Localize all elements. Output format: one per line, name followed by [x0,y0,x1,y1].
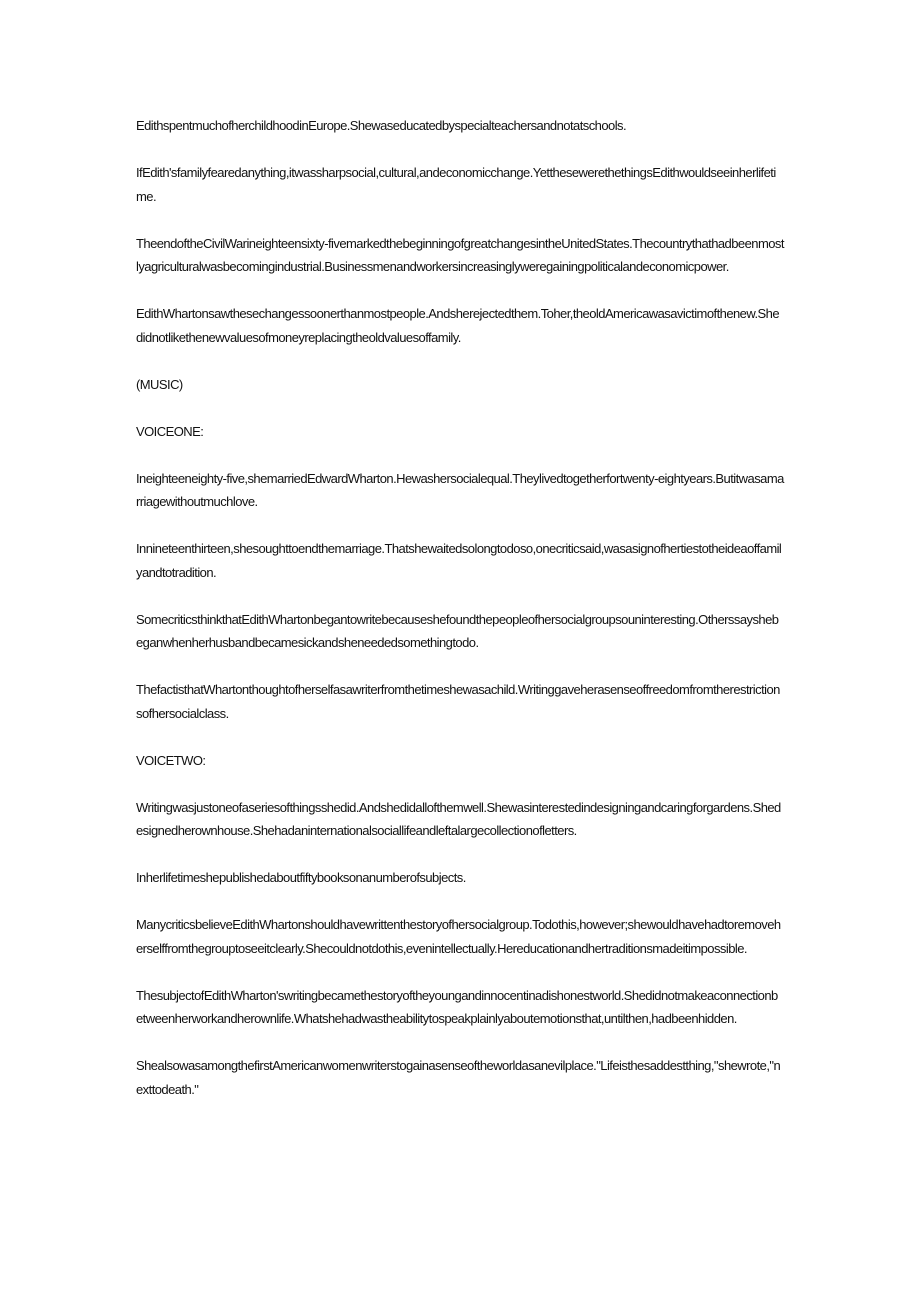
paragraph-evil-place: ShealsowasamongthefirstAmericanwomenwriterstogainasenseoftheworldasanevilplace."Lifeisthesaddestthing,"shewrote,"nexttodeath." [136,1058,781,1097]
paragraph-subject-of-writing: ThesubjectofEdithWharton'swritingbecamethestoryoftheyoungandinnocentinadishonestworld.Shedidnotmakeaconnectionbetweenherworkandherownlife.Whatshehadwastheabilitytospeakplainlyaboutemotionsthat,untilthen,hadbeenhidden. [136,987,778,1026]
paragraph-rejected-changes: EdithWhartonsawthesechangessoonerthanmostpeople.Andsherejectedthem.Toher,theoldAmericawasavictimofthenew.Shedidnotlikethenewvaluesofmoneyreplacingtheoldvaluesoffamily. [136,306,780,345]
paragraph-critics-believe: ManycriticsbelieveEdithWhartonshouldhavewrittenthestoryofhersocialgroup.Todothis,however;shewouldhavehadtoremoveherselffromthegrouptoseeitclearly.Shecouldnotdothis,evenintellectually.Hereducationandhertraditionsmadeitimpossible. [136,917,781,956]
speaker-label-voice-one: VOICEONE: [136,423,204,439]
paragraph-why-write: SomecriticsthinkthatEdithWhartonbegantowritebecauseshefoundthepeopleofhersocialgroupsouninteresting.Otherssayshebeganwhenherhusbandbecamesickandsheneededsomethingtodo. [136,611,779,650]
document-body [136,114,784,1125]
paragraph-end-marriage: Innineteenthirteen,shesoughttoendthemarriage.Thatshewaitedsolongtodoso,onecriticsaid,wasasignofhertiestotheideaoffamilyandtotradition. [136,541,782,580]
paragraph-family-fear: IfEdith'sfamilyfearedanything,itwassharpsocial,cultural,andeconomicchange.YetthesewerethethingsEdithwouldseeinherlifetime. [136,165,776,204]
paragraph-marriage: Ineighteeneighty-five,shemarriedEdwardWharton.Hewashersocialequal.Theylivedtogetherfortwenty-eightyears.Butitwasamarriagewithoutmuchlove. [136,470,784,509]
paragraph-civil-war: TheendoftheCivilWarineighteensixty-fivemarkedthebeginningofgreatchangesintheUnitedStates.Thecountrythathadbeenmostlyagriculturalwasbecomingindustrial.Businessmenandworkersincreasinglyweregainingpoliticalandeconomicpower. [136,235,784,274]
paragraph-writer-from-child: ThefactisthatWhartonthoughtofherselfasawriterfromthetimeshewasachild.Writinggaveherasenseoffreedomfromtherestrictionsofhersocialclass. [136,682,780,721]
paragraph-childhood: EdithspentmuchofherchildhoodinEurope.Shewaseducatedbyspecialteachersandnotatschools. [136,118,627,133]
music-cue: (MUSIC) [136,376,183,392]
paragraph-series-of-things: Writingwasjustoneofaseriesofthingsshedid.Andshedidallofthemwell.Shewasinterestedindesigningandcaringforgardens.Shedesignedherownhouse.Shehadaninternationalsociallifeandleftalargecollectionofletters. [136,799,781,838]
paragraph-fifty-books: Inherlifetimeshepublishedaboutfiftybooksonanumberofsubjects. [136,870,466,885]
speaker-label-voice-two: VOICETWO: [136,752,206,768]
